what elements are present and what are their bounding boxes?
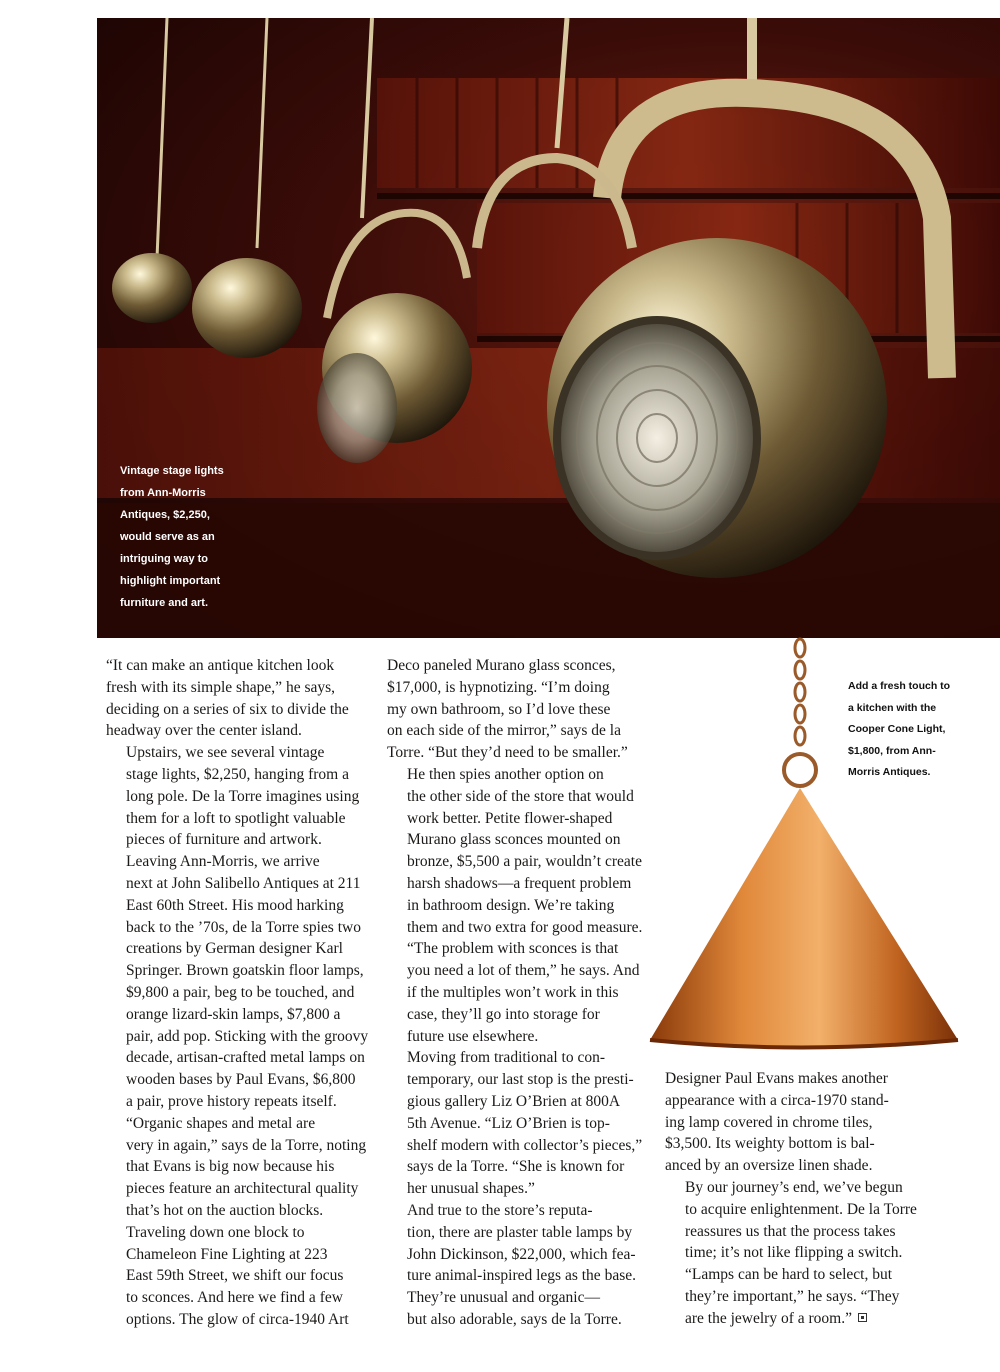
article-line: And true to the store’s reputa- [407,1201,593,1219]
article-line: Traveling down one block to [126,1223,305,1241]
article-line: ture animal-inspired legs as the base. [407,1267,636,1285]
article-line: stage lights, $2,250, hanging from a [126,765,349,783]
article-line: Leaving Ann-Morris, we arrive [126,853,320,871]
article-line: work better. Petite flower-shaped [407,809,613,827]
article-line: if the multiples won’t work in this [407,983,619,1001]
photo-caption-line: intriguing way to [120,553,208,565]
article-line: “The problem with sconces is that [407,940,619,958]
article-line: 5th Avenue. “Liz O’Brien is top- [407,1114,610,1132]
article-line: temporary, our last stop is the presti- [407,1071,634,1089]
article-line: them for a loft to spotlight valuable [126,809,346,827]
article-line: “Organic shapes and metal are [126,1114,316,1132]
article-line: Deco paneled Murano glass sconces, [387,657,616,674]
article-line: $17,000, is hypnotizing. “I’m doing [387,678,610,696]
article-paragraph [387,655,642,764]
article-line: them and two extra for good measure. [407,918,643,936]
cone-caption-line: Morris Antiques. [848,766,931,778]
article-line: orange lizard-skin lamps, $7,800 a [126,1005,341,1023]
article-line: pieces of furniture and artwork. [126,831,322,849]
photo-caption-line: from Ann-Morris [120,487,206,499]
article-line: my own bathroom, so I’d love these [387,700,611,718]
article-line: anced by an oversize linen shade. [665,1157,873,1175]
article-line: Chameleon Fine Lighting at 223 [126,1245,328,1263]
article-line: headway over the center island. [106,722,302,740]
article-line: harsh shadows—a frequent problem [407,874,632,892]
article-line: Designer Paul Evans makes another [665,1070,888,1087]
photo-caption-line: furniture and art. [120,597,209,609]
article-line: next at John Salibello Antiques at 211 [126,874,361,892]
article-line: on each side of the mirror,” says de la [387,722,621,740]
article-line: in bathroom design. We’re taking [407,896,615,914]
article-line: By our journey’s end, we’ve begun [685,1178,903,1196]
article-line: that Evans is big now because his [126,1158,335,1176]
article-paragraph [106,742,371,851]
article-line: very in again,” says de la Torre, noting [126,1136,367,1154]
article-line: tion, there are plaster table lamps by [407,1223,633,1241]
article-line: long pole. De la Torre imagines using [126,787,360,805]
article-column-3 [665,1068,925,1330]
article-line: to sconces. And here we find a few [126,1289,343,1307]
article-paragraph [387,938,642,1047]
article-line: East 60th Street. His mood harking [126,896,344,914]
photo-caption-line: Vintage stage lights [120,465,224,477]
article-line: that’s hot on the auction blocks. [126,1201,324,1219]
article-line: shelf modern with collector’s pieces,” [407,1136,643,1154]
article-line: fresh with its simple shape,” he says, [106,678,336,696]
cone-light-caption [848,676,998,784]
article-line: $9,800 a pair, beg to be touched, and [126,983,355,1001]
article-line: Murano glass sconces mounted on [407,831,621,849]
cone-caption-line: $1,800, from Ann- [848,744,936,757]
article-line: you need a lot of them,” he says. And [407,962,640,980]
article-line: her unusual shapes.” [407,1180,535,1198]
article-line: $3,500. Its weighty bottom is bal- [665,1135,875,1153]
article-paragraph [106,851,371,1113]
article-line: “It can make an antique kitchen look [106,657,335,674]
end-of-article-icon [858,1313,867,1322]
article-line: appearance with a circa-1970 stand- [665,1091,889,1109]
article-line: He then spies another option on [407,765,604,783]
article-line: decade, artisan-crafted metal lamps on [126,1049,365,1067]
cone-caption-line: a kitchen with the [848,701,937,714]
article-line: pieces feature an architectural quality [126,1180,359,1198]
article-line: Torre. “But they’d need to be smaller.” [387,744,628,762]
article-line: deciding on a series of six to divide the [106,700,349,718]
stage-lights-photo [97,18,1000,638]
article-line: options. The glow of circa-1940 Art [126,1310,349,1328]
article-column-1 [106,655,371,1331]
article-line: a pair, prove history repeats itself. [126,1092,337,1110]
article-line: back to the ’70s, de la Torre spies two [126,918,361,936]
article-line: Springer. Brown goatskin floor lamps, [126,962,364,980]
photo-caption-line: Antiques, $2,250, [120,509,210,521]
article-line: “Lamps can be hard to select, but [685,1266,893,1284]
article-line: wooden bases by Paul Evans, $6,800 [126,1071,356,1089]
photo-caption-line: would serve as an [120,531,215,543]
article-line: to acquire enlightenment. De la Torre [685,1200,917,1218]
article-line: ing lamp covered in chrome tiles, [665,1113,873,1131]
cone-caption-line: Cooper Cone Light, [848,723,946,735]
article-line: creations by German designer Karl [126,940,343,958]
article-line: John Dickinson, $22,000, which fea- [407,1245,636,1263]
article-line: They’re unusual and organic— [407,1289,600,1307]
article-line: pair, add pop. Sticking with the groovy [126,1027,369,1045]
chain [784,639,816,786]
article-line: bronze, $5,500 a pair, wouldn’t create [407,853,642,871]
cone-caption-line: Add a fresh touch to [848,680,951,692]
article-line: future use elsewhere. [407,1027,539,1045]
article-line: time; it’s not like flipping a switch. [685,1244,903,1262]
article-line: but also adorable, says de la Torre. [407,1310,622,1328]
article-line: reassures us that the process takes [685,1222,896,1240]
article-paragraph [387,1200,642,1331]
photo-caption-line: highlight important [120,575,221,587]
article-paragraph [106,655,371,742]
article-paragraph [106,1113,371,1222]
article-line: gious gallery Liz O’Brien at 800A [407,1092,621,1110]
article-paragraph [387,764,642,938]
article-line: says de la Torre. “She is known for [407,1158,625,1176]
article-line: the other side of the store that would [407,787,634,805]
article-line: Moving from traditional to con- [407,1049,606,1067]
article-line: they’re important,” he says. “They [685,1287,900,1305]
article-paragraph [665,1264,925,1329]
article-paragraph [106,1222,371,1331]
photo-caption [120,460,280,614]
article-paragraph [665,1177,925,1264]
article-paragraph [387,1047,642,1200]
article-paragraph [665,1068,925,1177]
cone-shade [650,788,958,1048]
article-line: Upstairs, we see several vintage [126,744,325,762]
article-line: are the jewelry of a room.” [665,1308,925,1330]
article-line: East 59th Street, we shift our focus [126,1267,344,1285]
article-column-2 [387,655,642,1331]
article-line: case, they’ll go into storage for [407,1005,600,1023]
